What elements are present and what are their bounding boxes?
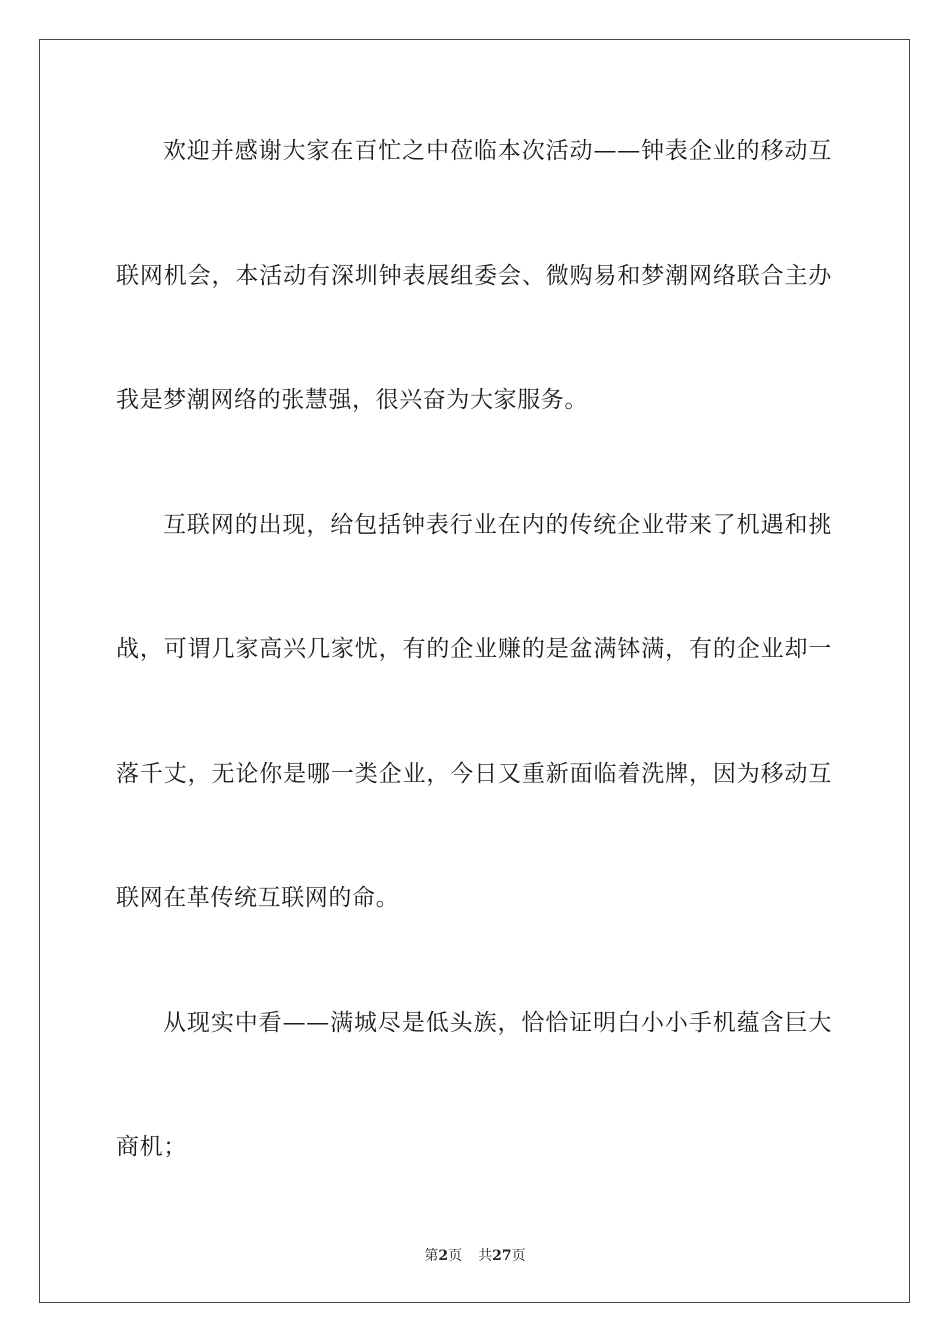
paragraph-3-line-1: 互联网的出现，给包括钟表行业在内的传统企业带来了机遇和挑	[163, 512, 832, 538]
paragraph-3-line-4: 联网在革传统互联网的命。	[116, 885, 400, 911]
paragraph-3-line-2: 战，可谓几家高兴几家忧，有的企业赚的是盆满钵满，有的企业却一	[116, 636, 832, 662]
paragraph-2-line-1: 我是梦潮网络的张慧强，很兴奋为大家服务。	[116, 387, 588, 413]
footer-total-suffix: 页	[511, 1248, 526, 1264]
paragraph-3-line-3: 落千丈，无论你是哪一类企业，今日又重新面临着洗牌，因为移动互	[116, 761, 832, 787]
footer-page-prefix: 第	[424, 1248, 439, 1264]
page-border	[39, 39, 910, 1303]
paragraph-4-line-2: 商机；	[116, 1134, 187, 1160]
footer-page-number: 2	[438, 1248, 449, 1264]
footer-total-number: 27	[492, 1248, 512, 1264]
paragraph-4-line-1: 从现实中看——满城尽是低头族，恰恰证明白小小手机蕴含巨大	[163, 1010, 832, 1036]
page-footer	[0, 1247, 950, 1265]
paragraph-1-line-1: 欢迎并感谢大家在百忙之中莅临本次活动——钟表企业的移动互	[163, 138, 832, 164]
footer-total-prefix: 共	[478, 1248, 493, 1264]
paragraph-1-line-2: 联网机会，本活动有深圳钟表展组委会、微购易和梦潮网络联合主办	[116, 263, 832, 289]
footer-page-suffix: 页	[448, 1248, 463, 1264]
